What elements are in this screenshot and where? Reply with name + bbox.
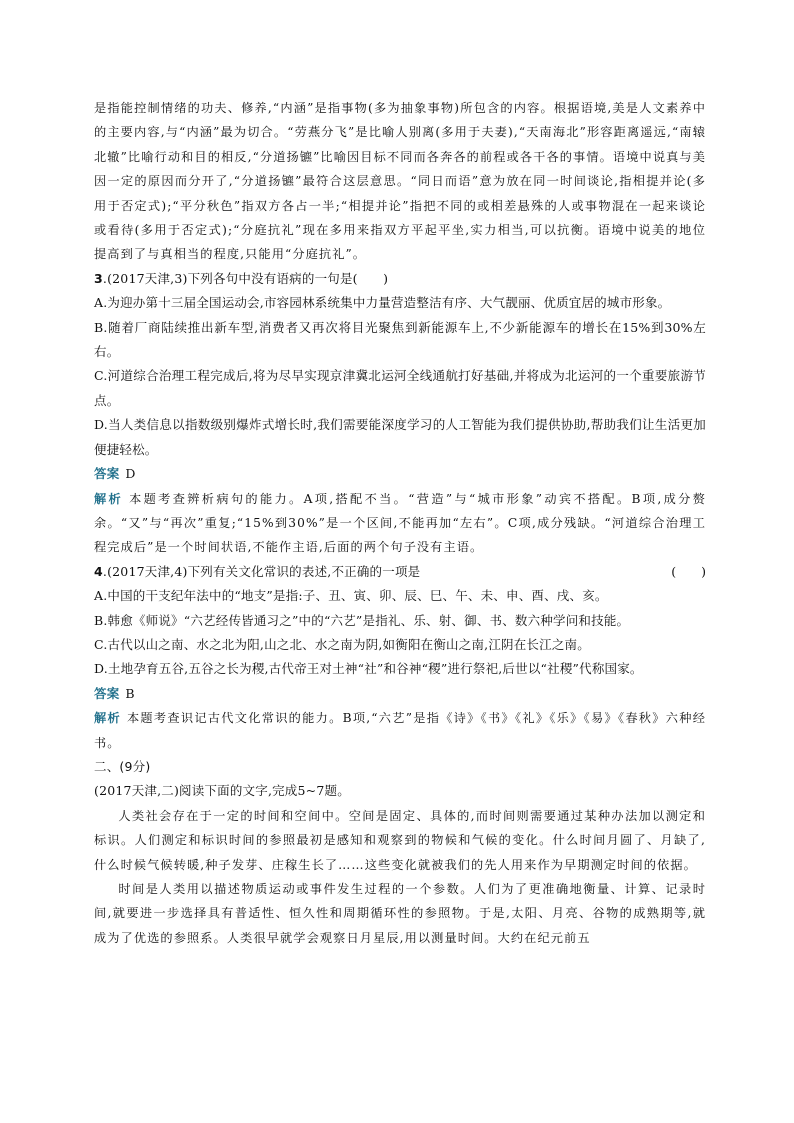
question-4-option-d: D.土地孕育五谷,五谷之长为稷,古代帝王对土神“社”和谷神“稷”进行祭祀,后世以“社稷”代称国家。 xyxy=(94,661,643,677)
question-4-analysis xyxy=(94,706,706,755)
analysis-label: 解析 xyxy=(94,491,124,506)
reading-paragraph-1: 人类社会存在于一定的时间和空间中。空间是固定、具体的,而时间则需要通过某种办法加以测定和标识。人们测定和标识时间的参照最初是感知和观察到的物候和气候的变化。什么时间月圆了、月缺了,什么时候气候转暖,种子发芽、庄稼生长了……这些变化就被我们的先人用来作为早期测定时间的依据。 xyxy=(94,808,706,872)
question-3-option-b: B.随着厂商陆续推出新车型,消费者又再次将目光聚焦到新能源车上,不少新能源车的增长在15%到30%左右。 xyxy=(94,319,706,360)
question-3-option-a: A.为迎办第十三届全国运动会,市容园林系统集中力量营造整洁有序、大气靓丽、优质宜居的城市形象。 xyxy=(94,295,671,311)
question-3-number: 3 xyxy=(94,270,103,286)
question-3-option-d: D.当人类信息以指数级别爆炸式增长时,我们需要能深度学习的人工智能为我们提供协助,帮助我们让生活更加便捷轻松。 xyxy=(94,417,706,457)
question-4-option-b: B.韩愈《师说》“六艺经传皆通习之”中的“六艺”是指礼、乐、射、御、书、数六种学问和技能。 xyxy=(94,612,630,628)
question-3-option-c: C.河道综合治理工程完成后,将为尽早实现京津冀北运河全线通航打好基础,并将成为北运河的一个重要旅游节点。 xyxy=(94,368,706,408)
question-3-text: .(2017天津,3)下列各句中没有语病的一句是( ) xyxy=(102,270,389,286)
question-3-answer xyxy=(94,462,706,486)
answer-value: B xyxy=(125,685,135,701)
question-4-text: .(2017天津,4)下列有关文化常识的表述,不正确的一项是 xyxy=(102,563,421,579)
answer-label: 答案 xyxy=(94,466,120,482)
analysis-text: 本题考查识记古代文化常识的能力。B项,“六艺”是指《诗》《书》《礼》《乐》《易》《春秋》六种经书。 xyxy=(94,711,706,750)
section-2-intro: (2017天津,二)阅读下面的文字,完成5~7题。 xyxy=(94,783,350,799)
question-3-stem xyxy=(94,267,706,291)
analysis-text: 本题考查辨析病句的能力。A项,搭配不当。“营造”与“城市形象”动宾不搭配。B项,成分赘余。“又”与“再次”重复;“15%到30%”是一个区间,不能再加“左右”。C项,成分残缺。“河道综合治理工程完成后”是一个时间状语,不能作主语,后面的两个句子没有主语。 xyxy=(94,491,707,555)
answer-label: 答案 xyxy=(94,685,120,701)
question-3-analysis xyxy=(94,487,706,560)
page-content xyxy=(94,96,706,950)
section-2-title: 二、(9分) xyxy=(94,758,151,774)
explanation-continued: 是指能控制情绪的功夫、修养,“内涵”是指事物(多为抽象事物)所包含的内容。根据语境,美是人文素养中的主要内容,与“内涵”最为切合。“劳燕分飞”是比喻人别离(多用于夫妻),“天南海北”形容距离遥远,“南辕北辙”比喻行动和目的相反,“分道扬镳”比喻因目标不同而各奔各的前程或各干各的事情。语境中说真与美因一定的原因而分开了,“分道扬镳”最符合这层意思。“同日而语”意为放在同一时间谈论,指相提并论(多用于否定式);“平分秋色”指双方各占一半;“相提并论”指把不同的或相差悬殊的人或事物混在一起来谈论或看待(多用于否定式);“分庭抗礼”现在多用来指双方平起平坐,实力相当,可以抗衡。语境中说美的地位提高到了与真相当的程度,只能用“分庭抗礼”。 xyxy=(94,101,706,262)
question-4-number: 4 xyxy=(94,563,103,579)
answer-value: D xyxy=(125,466,136,482)
question-4-option-a: A.中国的干支纪年法中的“地支”是指:子、丑、寅、卯、辰、巳、午、未、申、酉、戌、亥。 xyxy=(94,588,608,604)
reading-paragraph-2: 时间是人类用以描述物质运动或事件发生过程的一个参数。人们为了更准确地衡量、计算、记录时间,就要进一步选择具有普适性、恒久性和周期循环性的参照物。于是,太阳、月亮、谷物的成熟期等,就成为了优选的参照系。人类很早就学会观察日月星辰,用以测量时间。大约在纪元前五 xyxy=(94,882,706,945)
answer-blank: ( ) xyxy=(671,563,706,579)
analysis-label: 解析 xyxy=(94,711,121,726)
question-4-stem xyxy=(94,560,706,584)
question-4-option-c: C.古代以山之南、水之北为阳,山之北、水之南为阴,如衡阳在衡山之南,江阴在长江之南。 xyxy=(94,636,590,652)
question-4-answer xyxy=(94,682,706,706)
